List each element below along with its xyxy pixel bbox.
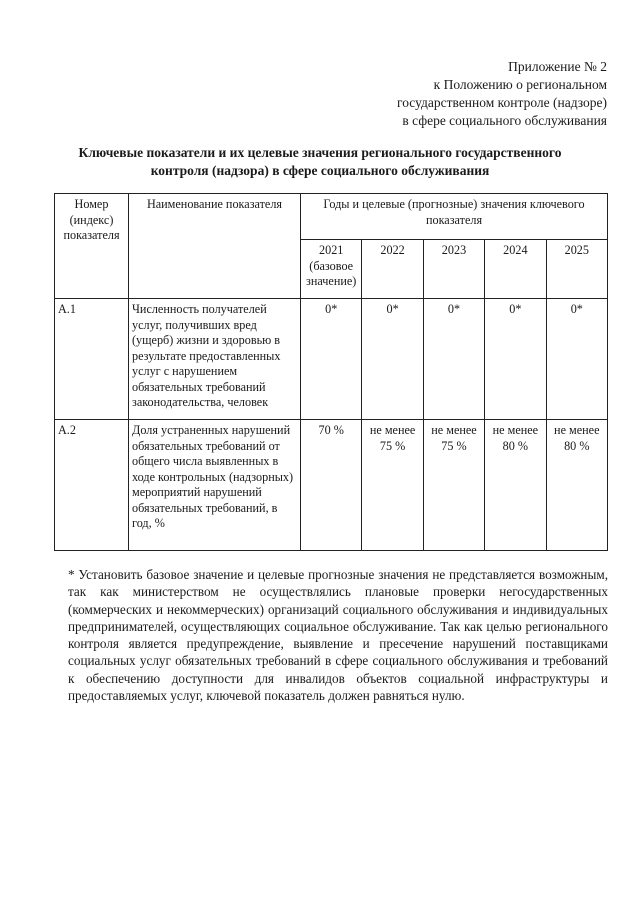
footnote: * Установить базовое значение и целевые прогнозные значения не представляется возможным, так как министерством не осуществлялись плановые проверки негосударственных (коммерческих и некоммерческих) организаций социального обслуживания и индивидуальных предпринимателей, осуществляющих социальное обслуживание. Так как целью регионального контроля является предупреждение, выявление и пресечение нарушений поставщиками социальных услуг обязательных требований в сфере социального обслуживания и требований к обеспечению доступности для инвалидов объектов социальной инфраструктуры и предоставляемых услуг, ключевой показатель должен равняться нулю.	[68, 567, 608, 704]
row-value-2021: 0*	[301, 299, 362, 420]
row-value-2021: 70 %	[301, 420, 362, 551]
title-line-2: контроля (надзора) в сфере социального обслуживания	[150, 163, 490, 178]
header-indicator-name: Наименование показателя	[129, 194, 301, 299]
appendix-reference-line-2: государственном контроле (надзоре)	[397, 95, 607, 110]
appendix-reference-line-3: в сфере социального обслуживания	[402, 113, 607, 128]
table-row	[55, 420, 608, 551]
row-value-2024: не менее 80 %	[485, 420, 546, 551]
header-year-2023: 2023	[423, 240, 484, 299]
key-indicators-table	[54, 193, 608, 551]
title-line-1: Ключевые показатели и их целевые значения регионального государственного	[78, 145, 562, 160]
row-value-2024: 0*	[485, 299, 546, 420]
row-value-2025: не менее 80 %	[546, 420, 607, 551]
header-year-2022: 2022	[362, 240, 423, 299]
document-title	[40, 144, 600, 180]
row-number: А.2	[55, 420, 129, 551]
table-header-row	[55, 194, 608, 240]
row-value-2023: 0*	[423, 299, 484, 420]
row-value-2022: не менее 75 %	[362, 420, 423, 551]
header-indicator-number: Номер (индекс) показателя	[55, 194, 129, 299]
table-row	[55, 299, 608, 420]
appendix-number: Приложение № 2	[508, 59, 607, 74]
row-indicator-name: Доля устраненных нарушений обязательных требований от общего числа выявленных в ходе контрольных (надзорных) мероприятий нарушений обязательных требований, в год, %	[129, 420, 301, 551]
row-indicator-name: Численность получателей услуг, получивших вред (ущерб) жизни и здоровью в результате предоставленных услуг с нарушением обязательных требований законодательства, человек	[129, 299, 301, 420]
header-year-2024: 2024	[485, 240, 546, 299]
appendix-header	[397, 58, 607, 130]
header-year-2025: 2025	[546, 240, 607, 299]
row-value-2023: не менее 75 %	[423, 420, 484, 551]
row-number: А.1	[55, 299, 129, 420]
header-years-group: Годы и целевые (прогнозные) значения ключевого показателя	[301, 194, 608, 240]
header-year-2021: 2021 (базовое значение)	[301, 240, 362, 299]
appendix-reference-line-1: к Положению о региональном	[433, 77, 607, 92]
row-value-2022: 0*	[362, 299, 423, 420]
row-value-2025: 0*	[546, 299, 607, 420]
